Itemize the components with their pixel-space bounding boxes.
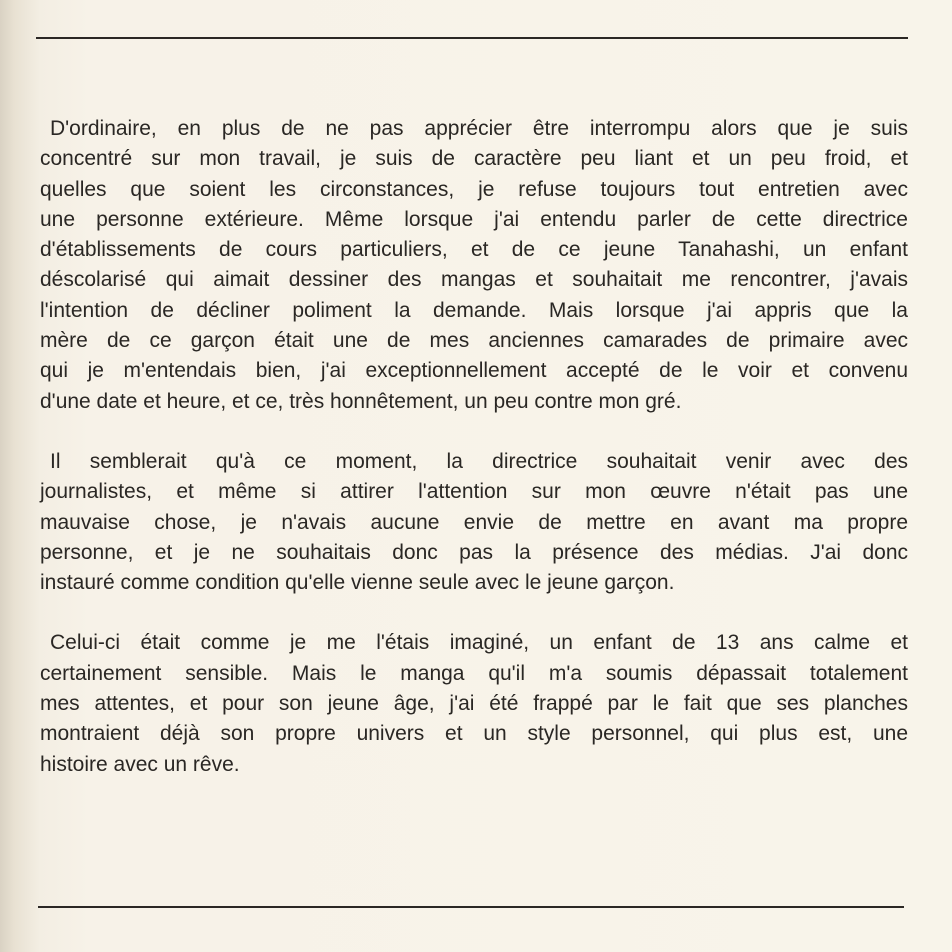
text-line: qui je m'entendais bien, j'ai exceptionnellement accepté de le voir et convenu <box>40 359 908 383</box>
paragraph-2 <box>40 447 908 598</box>
text-line: d'une date et heure, et ce, très honnêtement, un peu contre mon gré. <box>40 389 682 413</box>
top-rule <box>36 37 908 39</box>
text-line: Il semblerait qu'à ce moment, la directrice souhaitait venir avec des <box>50 449 908 473</box>
text-line: Celui-ci était comme je me l'étais imaginé, un enfant de 13 ans calme et <box>50 631 908 655</box>
bottom-rule <box>38 906 904 908</box>
text-line: mauvaise chose, je n'avais aucune envie de mettre en avant ma propre <box>40 510 908 534</box>
text-line: quelles que soient les circonstances, je refuse toujours tout entretien avec <box>40 177 908 201</box>
text-line: instauré comme condition qu'elle vienne seule avec le jeune garçon. <box>40 571 675 595</box>
text-line: journalistes, et même si attirer l'attention sur mon œuvre n'était pas une <box>40 480 908 504</box>
text-line: personne, et je ne souhaitais donc pas la présence des médias. J'ai donc <box>40 540 908 564</box>
text-line: D'ordinaire, en plus de ne pas apprécier être interrompu alors que je suis <box>50 117 908 140</box>
body-text <box>40 114 908 780</box>
text-line: histoire avec un rêve. <box>40 752 240 776</box>
paragraph-1 <box>40 114 908 417</box>
text-line: certainement sensible. Mais le manga qu'il m'a soumis dépassait totalement <box>40 661 908 685</box>
text-line: une personne extérieure. Même lorsque j'ai entendu parler de cette directrice <box>40 207 908 231</box>
text-line: mère de ce garçon était une de mes anciennes camarades de primaire avec <box>40 329 908 353</box>
text-line: concentré sur mon travail, je suis de caractère peu liant et un peu froid, et <box>40 147 908 171</box>
paragraph-gap <box>40 417 908 447</box>
text-line: montraient déjà son propre univers et un style personnel, qui plus est, une <box>40 722 908 746</box>
text-line: mes attentes, et pour son jeune âge, j'ai été frappé par le fait que ses planches <box>40 692 908 716</box>
paragraph-gap <box>40 598 908 628</box>
text-line: d'établissements de cours particuliers, et de ce jeune Tanahashi, un enfant <box>40 238 908 262</box>
text-line: déscolarisé qui aimait dessiner des mangas et souhaitait me rencontrer, j'avais <box>40 268 908 292</box>
text-line: l'intention de décliner poliment la demande. Mais lorsque j'ai appris que la <box>40 298 908 322</box>
paragraph-3 <box>40 628 908 779</box>
